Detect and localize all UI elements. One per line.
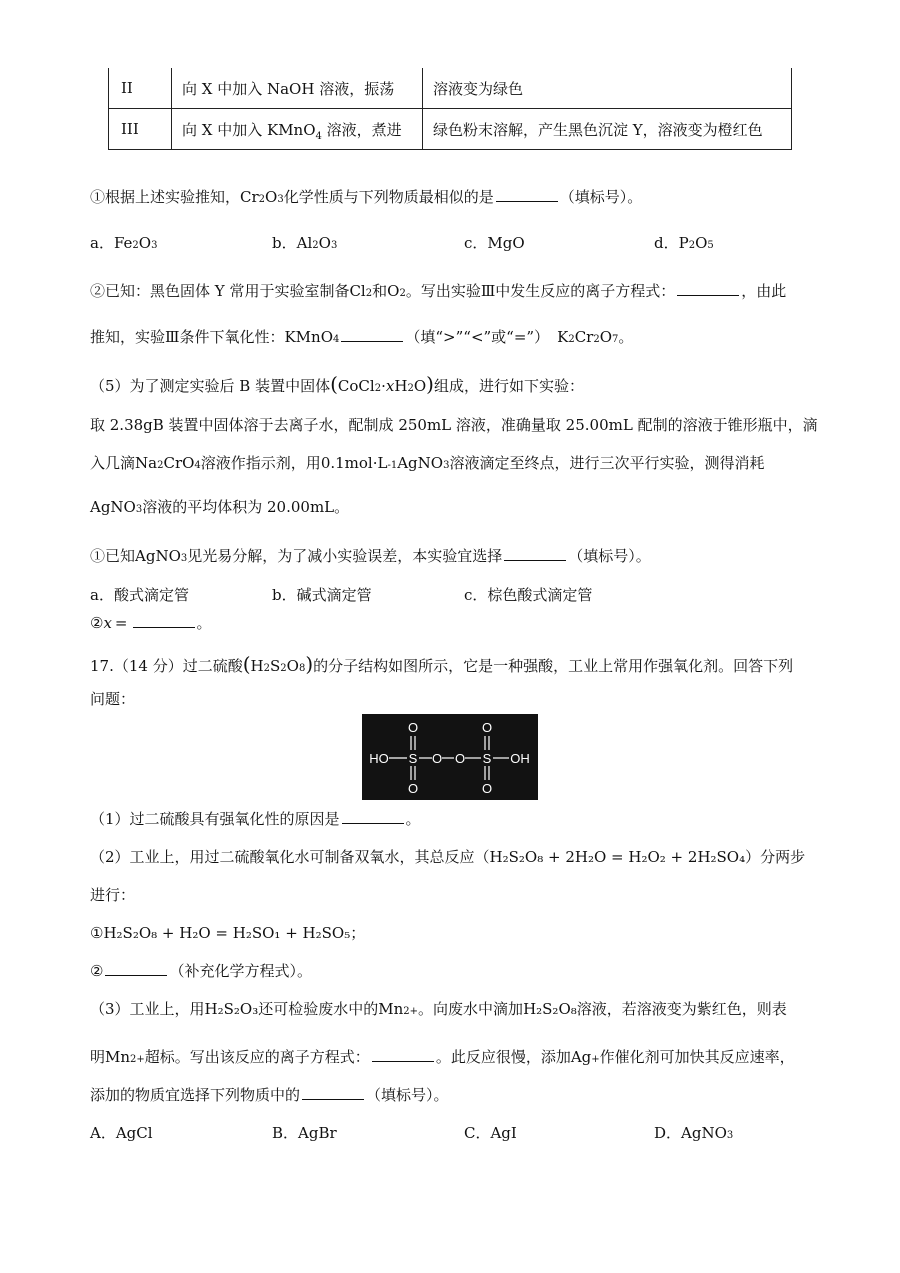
q17-3-text: 作催化剂可加快其反应速率， — [599, 1048, 795, 1066]
q17-3-text: 还可检验废水中的 — [258, 1000, 379, 1018]
option-b: b．碱式滴定管 — [272, 586, 372, 604]
answer-blank — [105, 974, 167, 976]
q2-text: ②已知：黑色固体 Y 常用于实验室制备 — [90, 282, 350, 300]
formula: O — [265, 188, 278, 206]
formula: Mn — [105, 1048, 131, 1066]
sulfur-label: S — [408, 751, 418, 766]
op-text: 向 X 中加入 — [182, 120, 267, 139]
q17-3-text: 添加的物质宜选择下列物质中的 — [90, 1086, 301, 1104]
q17-3-text: 。此反应很慢，添加 — [435, 1048, 571, 1066]
formula: H — [250, 657, 264, 675]
step-text: ； — [350, 924, 366, 942]
row-phenomenon: 溶液变为绿色 — [423, 68, 792, 109]
option-label: b． — [272, 234, 297, 252]
option-d: d． P 2 O 5 — [654, 234, 714, 252]
experiment-table — [108, 68, 792, 150]
q2-text: 推知，实验Ⅲ条件下氧化性： — [90, 328, 285, 346]
formula: Mn — [378, 1000, 404, 1018]
variable-x: x — [385, 377, 395, 395]
formula: O — [695, 234, 708, 252]
procedure-line1: 取 2.38gB 装置中固体溶于去离子水，配制成 250mL 溶液，准确量取 25.00mL 配制的溶液于锥形瓶中，滴 — [90, 416, 818, 434]
step-2 — [90, 960, 312, 981]
paren-open: ( — [330, 372, 338, 396]
q1-text: 化学性质与下列物质最相似的是 — [283, 188, 494, 206]
option-label: c． — [464, 234, 488, 252]
q52-text: 。 — [196, 614, 212, 632]
question-17-3-line2: 明 Mn 2+ 超标。写出该反应的离子方程式： 。此反应很慢，添加 Ag + 作催化剂可加快其反应速率， — [90, 1048, 795, 1066]
formula: Cr — [240, 188, 259, 206]
paren-open: ( — [242, 652, 251, 676]
question-2-line1: ②已知：黑色固体 Y 常用于实验室制备 Cl 2 和 O 2 。写出实验Ⅲ中发生反应的离子方程式： ，由此 — [90, 282, 787, 300]
equals-sign: = — [114, 614, 128, 632]
step-1 — [90, 922, 365, 943]
q2-text: 。写出实验Ⅲ中发生反应的离子方程式： — [405, 282, 676, 300]
formula: AgNO — [681, 1124, 727, 1142]
procedure-line3: AgNO 3 溶液的平均体积为 20.00mL。 — [90, 498, 350, 516]
step-label: ② — [90, 962, 104, 980]
p5-text: 溶液的平均体积为 20.00mL。 — [142, 498, 350, 516]
oxygen-label: O — [407, 720, 419, 735]
q2-text: 。 — [618, 328, 634, 346]
q1-text: ①根据上述实验推知， — [90, 188, 241, 206]
formula: P — [678, 234, 689, 252]
answer-blank — [302, 1098, 364, 1100]
step-label: ① — [90, 924, 104, 942]
question-17-line2: 问题： — [90, 690, 136, 708]
formula: CoCl — [337, 377, 375, 395]
question-5-2 — [90, 612, 212, 633]
q17-1-text: （1）过二硫酸具有强氧化性的原因是 — [90, 810, 340, 828]
question-1: ①根据上述实验推知， Cr 2 O 3 化学性质与下列物质最相似的是 （填标号）。 — [90, 188, 643, 206]
formula: Ag — [570, 1048, 592, 1066]
dot: · — [381, 377, 386, 395]
q17-3-text: 超标。写出该反应的离子方程式： — [144, 1048, 370, 1066]
q17-1-text: 。 — [405, 810, 421, 828]
question-17: 17.（14 分）过二硫酸 ( H 2 S 2 O 8 ) 的分子结构如图所示，它是一种强酸，工业上常用作强氧化剂。回答下列 — [90, 652, 794, 676]
question-17-2-line2: 进行： — [90, 886, 136, 904]
formula: CrO — [163, 454, 195, 472]
formula: Na — [135, 454, 158, 472]
formula: Cl — [349, 282, 366, 300]
option-A: A．AgCl — [90, 1124, 153, 1142]
q2-text: 和 — [372, 282, 388, 300]
step-text: （补充化学方程式）。 — [169, 962, 312, 980]
q17-text: 17.（14 分）过二硫酸 — [90, 657, 243, 675]
option-label: D． — [654, 1124, 682, 1142]
op-text: 溶液，煮进 — [321, 120, 402, 139]
subscript: 4 — [315, 130, 322, 142]
formula: Cr — [574, 328, 594, 346]
answer-blank — [341, 340, 403, 342]
option-a: a．酸式滴定管 — [90, 586, 189, 604]
ho-label: HO — [369, 751, 389, 766]
answer-blank — [496, 200, 558, 202]
total-equation: H₂S₂O₈ + 2H₂O = H₂O₂ + 2H₂SO₄ — [489, 848, 746, 866]
q17-3-text: （填标号）。 — [366, 1086, 449, 1104]
formula: Fe — [113, 234, 133, 252]
concentration: 0.1mol·L — [320, 454, 388, 472]
oxygen-label: O — [431, 751, 443, 766]
paren-close: ) — [426, 372, 434, 396]
structure-svg — [362, 714, 538, 800]
answer-blank — [504, 559, 566, 561]
oh-label: OH — [510, 751, 530, 766]
answer-blank — [677, 294, 739, 296]
table-row — [109, 68, 792, 109]
variable-x: x — [103, 614, 112, 632]
formula: KMnO — [284, 328, 333, 346]
formula: H — [394, 377, 408, 395]
formula: MgO — [487, 234, 525, 252]
formula: O — [318, 234, 331, 252]
answer-blank — [133, 626, 195, 628]
table-row — [109, 109, 792, 150]
q51-text: （填标号）。 — [568, 547, 651, 565]
formula: O — [138, 234, 152, 252]
q17-3-text: （3）工业上，用 — [90, 1000, 205, 1018]
option-D: D． AgNO 3 — [654, 1124, 734, 1142]
formula: O — [387, 282, 400, 300]
q5-text: （5）为了测定实验后 B 装置中固体 — [90, 377, 331, 395]
row-number: III — [109, 109, 172, 150]
option-c: c．棕色酸式滴定管 — [464, 586, 593, 604]
oxygen-label: O — [481, 781, 493, 796]
question-5-1: ①已知 AgNO 3 见光易分解，为了减小实验误差，本实验宜选择 （填标号）。 — [90, 547, 651, 565]
question-2-line2: 推知，实验Ⅲ条件下氧化性： KMnO 4 （填“>”“<”或“=”） K 2 Cr 2 O 7 。 — [90, 328, 634, 346]
formula: H₂S₂O₃ — [204, 1000, 259, 1018]
structure-diagram — [362, 714, 538, 800]
oxygen-label: O — [407, 781, 419, 796]
oxygen-label: O — [454, 751, 466, 766]
question-17-2 — [90, 846, 805, 867]
oxygen-label: O — [481, 720, 493, 735]
option-B: B．AgBr — [272, 1124, 337, 1142]
formula: AgNO — [135, 547, 181, 565]
q17-text: 的分子结构如图所示，它是一种强酸，工业上常用作强氧化剂。回答下列 — [313, 657, 794, 675]
answer-blank — [372, 1060, 434, 1062]
formula: S — [270, 657, 281, 675]
formula: AgNO — [397, 454, 444, 472]
q17-2-text: ）分两步 — [745, 848, 806, 866]
formula: O — [599, 328, 613, 346]
row-phenomenon: 绿色粉末溶解，产生黑色沉淀 Y，溶液变为橙红色 — [423, 109, 792, 150]
option-C: C．AgI — [464, 1124, 517, 1142]
procedure-line2: 入几滴 Na 2 CrO 4 溶液作指示剂，用 0.1mol·L -1 AgNO 3 溶液滴定至终点，进行三次平行实验，测得消耗 — [90, 454, 765, 472]
p5-text: 溶液作指示剂，用 — [200, 454, 321, 472]
question-17-1 — [90, 808, 421, 829]
formula: Al — [296, 234, 313, 252]
p5-text: 溶液滴定至终点，进行三次平行实验，测得消耗 — [449, 454, 765, 472]
q17-2-text: （2）工业上，用过二硫酸氧化水可制备双氧水，其总反应（ — [90, 848, 490, 866]
formula: O — [286, 657, 299, 675]
option-label: a． — [90, 234, 114, 252]
question-5: （5）为了测定实验后 B 装置中固体 ( CoCl 2 · x H 2 O ) 组成，进行如下实验： — [90, 372, 584, 396]
kmno4-formula: KMnO — [266, 120, 316, 139]
q17-3-text: 。向废水中滴加 — [418, 1000, 524, 1018]
q17-3-text: 溶液，若溶液变为紫红色，则表 — [576, 1000, 787, 1018]
q5-text: 组成，进行如下实验： — [433, 377, 584, 395]
q1-text: （填标号）。 — [559, 188, 643, 206]
question-17-3-line3 — [90, 1084, 449, 1105]
formula: O — [413, 377, 427, 395]
row-number: II — [109, 68, 172, 109]
answer-blank — [342, 822, 404, 824]
q17-3-text: 明 — [90, 1048, 106, 1066]
option-c — [464, 232, 525, 253]
formula: H₂S₂O₈ — [523, 1000, 577, 1018]
question-17-3: （3）工业上，用 H₂S₂O₃ 还可检验废水中的 Mn 2+ 。向废水中滴加 H₂S₂O₈ 溶液，若溶液变为紫红色，则表 — [90, 1000, 787, 1018]
step1-equation: H₂S₂O₈ + H₂O = H₂SO₁ + H₂SO₅ — [103, 924, 351, 942]
paren-close: ) — [305, 652, 314, 676]
option-label: d． — [654, 234, 679, 252]
option-b: b． Al 2 O 3 — [272, 234, 338, 252]
option-a: a． Fe 2 O 3 — [90, 234, 158, 252]
formula: AgNO — [90, 498, 136, 516]
p5-text: 入几滴 — [90, 454, 136, 472]
q2-text: （填“>”“<”或“=”） — [405, 328, 550, 346]
q52-text: ② — [90, 614, 104, 632]
row-operation — [172, 109, 423, 150]
q51-text: 见光易分解，为了减小实验误差，本实验宜选择 — [187, 547, 503, 565]
sulfur-label: S — [482, 751, 492, 766]
q51-text: ①已知 — [90, 547, 136, 565]
q2-text: ，由此 — [741, 282, 787, 300]
row-operation: 向 X 中加入 NaOH 溶液，振荡 — [172, 68, 423, 109]
formula: K — [557, 328, 569, 346]
